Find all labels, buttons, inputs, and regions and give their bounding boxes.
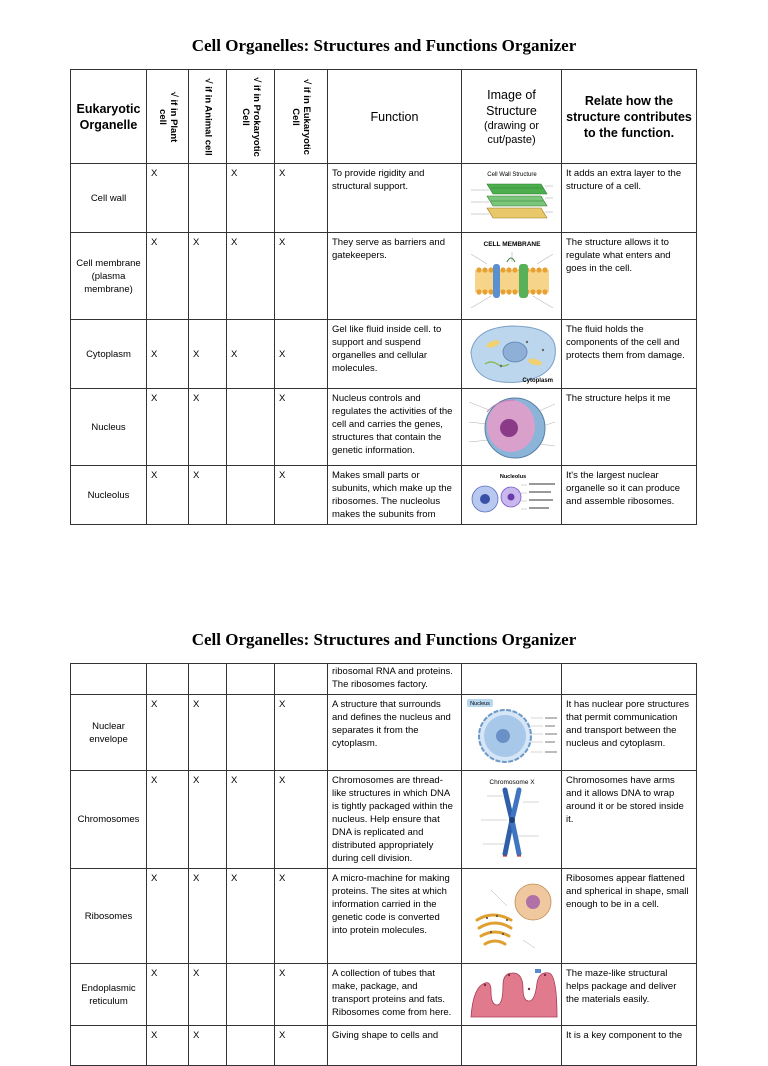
function-text: Chromosomes are thread-like structures in which DNA is tightly packaged within the nucleus. Help ensure that DNA is replicated and distributed appropriately during cell division. [328, 771, 462, 869]
organelle-name [71, 664, 147, 695]
table-row [71, 466, 697, 525]
animal-mark: X [189, 964, 227, 1026]
relate-text [562, 664, 697, 695]
relate-text: It has nuclear pore structures that permit communication and transport between the nucleus and cytoplasm. [562, 695, 697, 771]
animal-mark: X [189, 771, 227, 869]
nucleus-image [462, 389, 562, 466]
svg-text:Cell Wall Structure: Cell Wall Structure [486, 172, 537, 178]
relate-text: Chromosomes have arms and it allows DNA to wrap around it or be stored inside it. [562, 771, 697, 869]
eukaryotic-mark: X [275, 1026, 328, 1066]
function-text: They serve as barriers and gatekeepers. [328, 233, 462, 320]
cell-wall-image [462, 164, 562, 233]
plant-mark: X [147, 389, 189, 466]
image-cell [462, 664, 562, 695]
eukaryotic-mark: X [275, 389, 328, 466]
header-row [71, 70, 697, 164]
animal-mark: X [189, 869, 227, 964]
eukaryotic-mark: X [275, 233, 328, 320]
plant-mark: X [147, 164, 189, 233]
chromosome-image [462, 771, 562, 869]
table-row [71, 869, 697, 964]
header-eukaryotic: √ if in Eukaryotic Cell [275, 70, 328, 164]
prokaryotic-mark [227, 1026, 275, 1066]
svg-text:Nucleolus: Nucleolus [499, 474, 526, 480]
endoplasmic-reticulum-image [462, 964, 562, 1026]
prokaryotic-mark [227, 664, 275, 695]
animal-mark: X [189, 320, 227, 389]
function-text: Gel like fluid inside cell. to support and suspend organelles and cellular molecules. [328, 320, 462, 389]
relate-text: It is a key component to the [562, 1026, 697, 1066]
svg-text:CELL MEMBRANE: CELL MEMBRANE [483, 241, 540, 248]
organelle-name: Nucleolus [71, 466, 147, 525]
organelle-name: Cell membrane (plasma membrane) [71, 233, 147, 320]
function-text: A collection of tubes that make, package, and transport proteins and fats. Ribosomes come from here. [328, 964, 462, 1026]
header-function: Function [328, 70, 462, 164]
prokaryotic-mark: X [227, 164, 275, 233]
plant-mark: X [147, 1026, 189, 1066]
organelle-name: Nucleus [71, 389, 147, 466]
organelle-name [71, 1026, 147, 1066]
cytoplasm-image [462, 320, 562, 389]
cell-membrane-image [462, 233, 562, 320]
table-row [71, 771, 697, 869]
ribosome-image [462, 869, 562, 964]
organelle-name: Cell wall [71, 164, 147, 233]
prokaryotic-mark [227, 964, 275, 1026]
header-relate: Relate how the structure contributes to the function. [562, 70, 697, 164]
organelle-name: Ribosomes [71, 869, 147, 964]
plant-mark [147, 664, 189, 695]
image-cell [462, 1026, 562, 1066]
function-text: A micro-machine for making proteins. The sites at which information carried in the genetic code is converted into protein molecules. [328, 869, 462, 964]
table-row [71, 1026, 697, 1066]
plant-mark: X [147, 869, 189, 964]
nucleolus-image [462, 466, 562, 525]
header-animal: √ if in Animal cell [189, 70, 227, 164]
organelle-name: Cytoplasm [71, 320, 147, 389]
header-prokaryotic: √ if in Prokaryotic Cell [227, 70, 275, 164]
plant-mark: X [147, 771, 189, 869]
svg-text:Cytoplasm: Cytoplasm [521, 378, 553, 384]
plant-mark: X [147, 320, 189, 389]
nuclear-envelope-image [462, 695, 562, 771]
animal-mark: X [189, 389, 227, 466]
organizer-table-page1 [70, 69, 697, 525]
animal-mark: X [189, 695, 227, 771]
function-text: ribosomal RNA and proteins. The ribosomes factory. [328, 664, 462, 695]
header-plant: √ if in Plant cell [147, 70, 189, 164]
organelle-name: Nuclear envelope [71, 695, 147, 771]
prokaryotic-mark [227, 389, 275, 466]
table-row [71, 964, 697, 1026]
table-row [71, 389, 697, 466]
eukaryotic-mark: X [275, 320, 328, 389]
table-row [71, 320, 697, 389]
function-text: Makes small parts or subunits, which make up the ribosomes. The nucleolus makes the subunits from [328, 466, 462, 525]
relate-text: The structure allows it to regulate what enters and goes in the cell. [562, 233, 697, 320]
svg-text:Nucleus: Nucleus [469, 700, 490, 707]
table-row [71, 695, 697, 771]
animal-mark: X [189, 233, 227, 320]
page-title: Cell Organelles: Structures and Functions Organizer [191, 36, 577, 55]
prokaryotic-mark [227, 466, 275, 525]
prokaryotic-mark: X [227, 869, 275, 964]
svg-text:Chromosome X: Chromosome X [488, 778, 535, 786]
eukaryotic-mark: X [275, 771, 328, 869]
plant-mark: X [147, 233, 189, 320]
plant-mark: X [147, 695, 189, 771]
function-text: Giving shape to cells and [328, 1026, 462, 1066]
animal-mark [189, 664, 227, 695]
table-row [71, 164, 697, 233]
organelle-name: Chromosomes [71, 771, 147, 869]
eukaryotic-mark: X [275, 695, 328, 771]
relate-text: The maze-like structural helps package and deliver the materials easily. [562, 964, 697, 1026]
prokaryotic-mark: X [227, 233, 275, 320]
organelle-name: Endoplasmic reticulum [71, 964, 147, 1026]
table-row [71, 233, 697, 320]
header-organelle: Eukaryotic Organelle [71, 70, 147, 164]
eukaryotic-mark: X [275, 964, 328, 1026]
relate-text: It adds an extra layer to the structure of a cell. [562, 164, 697, 233]
header-image: Image of Structure (drawing or cut/paste) [462, 70, 562, 164]
eukaryotic-mark [275, 664, 328, 695]
animal-mark [189, 164, 227, 233]
relate-text: The structure helps it me [562, 389, 697, 466]
prokaryotic-mark: X [227, 320, 275, 389]
page-title: Cell Organelles: Structures and Functions Organizer [191, 630, 577, 649]
function-text: Nucleus controls and regulates the activities of the cell and carries the genes, structures that contain the genetic information. [328, 389, 462, 466]
plant-mark: X [147, 466, 189, 525]
organizer-table-page2 [70, 663, 697, 1066]
relate-text: It's the largest nuclear organelle so it can produce and assemble ribosomes. [562, 466, 697, 525]
eukaryotic-mark: X [275, 164, 328, 233]
eukaryotic-mark: X [275, 869, 328, 964]
function-text: A structure that surrounds and defines the nucleus and separates it from the cytoplasm. [328, 695, 462, 771]
relate-text: Ribosomes appear flattened and spherical in shape, small enough to be in a cell. [562, 869, 697, 964]
animal-mark: X [189, 466, 227, 525]
prokaryotic-mark [227, 695, 275, 771]
relate-text: The fluid holds the components of the cell and protects them from damage. [562, 320, 697, 389]
function-text: To provide rigidity and structural support. [328, 164, 462, 233]
prokaryotic-mark: X [227, 771, 275, 869]
plant-mark: X [147, 964, 189, 1026]
continuation-row [71, 664, 697, 695]
eukaryotic-mark: X [275, 466, 328, 525]
animal-mark: X [189, 1026, 227, 1066]
